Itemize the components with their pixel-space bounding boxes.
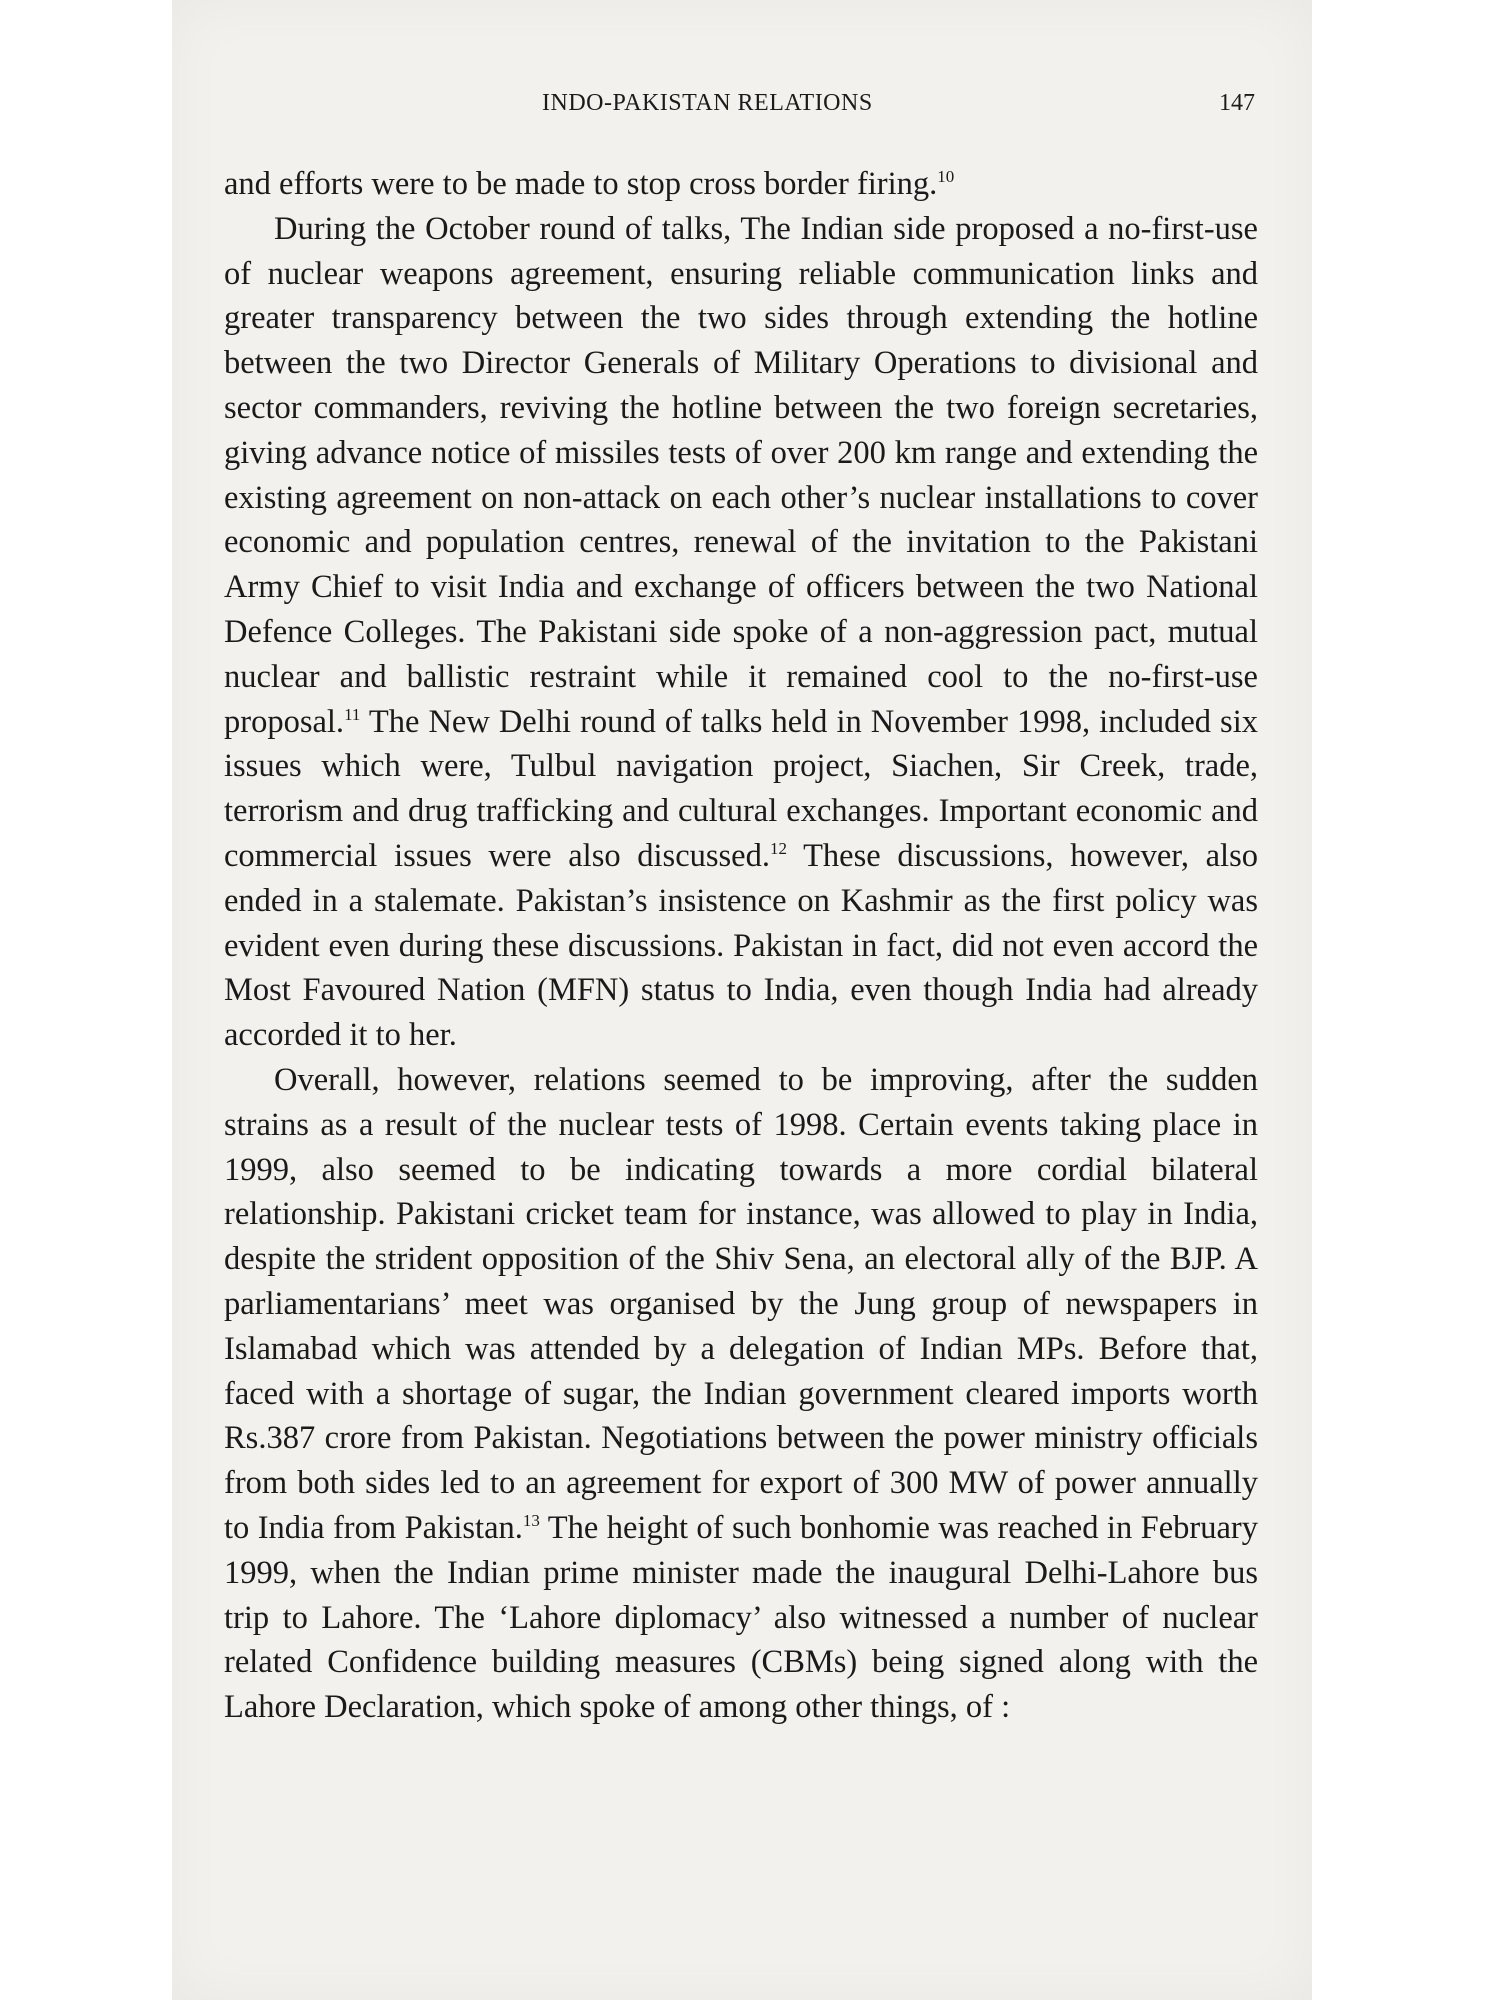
footnote-ref-11: 11 — [344, 704, 361, 724]
page-number: 147 — [1219, 90, 1255, 116]
page-header — [172, 85, 1312, 125]
book-page — [172, 0, 1312, 2000]
footnote-ref-13: 13 — [522, 1510, 540, 1530]
running-head: INDO-PAKISTAN RELATIONS — [542, 90, 873, 116]
footnote-ref-10: 10 — [937, 167, 955, 186]
footnote-ref-12: 12 — [769, 838, 787, 858]
paragraph-1-text: and efforts were to be made to stop cross border firing. — [224, 166, 938, 202]
paragraph-1 — [224, 162, 1258, 207]
paragraph-3 — [224, 1058, 1258, 1730]
paragraph-3-part-b: The height of such bonhomie was reached in February 1999, when the Indian prime minister made the inaugural Delhi-Lahore bus trip to Lahore. The ‘Lahore diplomacy’ also witnessed a number of nuclear related Confidence building measures (CBMs) being signed along with the Lahore Declaration, which spoke of among other things, of : — [224, 1509, 1258, 1726]
paragraph-2-part-b: The New Delhi round of talks held in November 1998, included six issues which were, Tulbul navigation project, Siachen, Sir Creek, trade, terrorism and drug trafficking and cultural exchanges. Important economic and commercial issues were also discussed. — [224, 703, 1258, 874]
paragraph-3-part-a: Overall, however, relations seemed to be improving, after the sudden strains as a result of the nuclear tests of 1998. Certain events taking place in 1999, also seemed to be indicating towards a more cordial bilateral relationship. Pakistani cricket team for instance, was allowed to play in India, despite the strident opposition of the Shiv Sena, an electoral ally of the BJP. A parliamentarians’ meet was organised by the Jung group of newspapers in Islamabad which was attended by a delegation of Indian MPs. Before that, faced with a shortage of sugar, the Indian government cleared imports worth Rs.387 crore from Pakistan. Negotiations between the power ministry officials from both sides led to an agreement for export of 300 MW of power annually to India from Pakistan. — [224, 1061, 1258, 1546]
paragraph-2-part-a: During the October round of talks, The Indian side proposed a no-first-use of nuclear weapons agreement, ensuring reliable communication links and greater transparency between the two sides through extending the hotline between the two Director Generals of Military Operations to divisional and sector commanders, reviving the hotline between the two foreign secretaries, giving advance notice of missiles tests of over 200 km range and extending the existing agreement on non-attack on each other’s nuclear installations to cover economic and population centres, renewal of the invitation to the Pakistani Army Chief to visit India and exchange of officers between the two National Defence Colleges. The Pakistani side spoke of a non-aggression pact, mutual nuclear and ballistic restraint while it remained cool to the no-first-use proposal. — [224, 210, 1258, 740]
paragraph-2 — [224, 207, 1258, 1058]
text-body — [224, 162, 1258, 1730]
paragraph-2-part-c: These discussions, however, also ended in a stalemate. Pakistan’s insistence on Kashmir as the first policy was evident even during these discussions. Pakistan in fact, did not even accord the Most Favoured Nation (MFN) status to India, even though India had already accorded it to her. — [224, 837, 1258, 1054]
